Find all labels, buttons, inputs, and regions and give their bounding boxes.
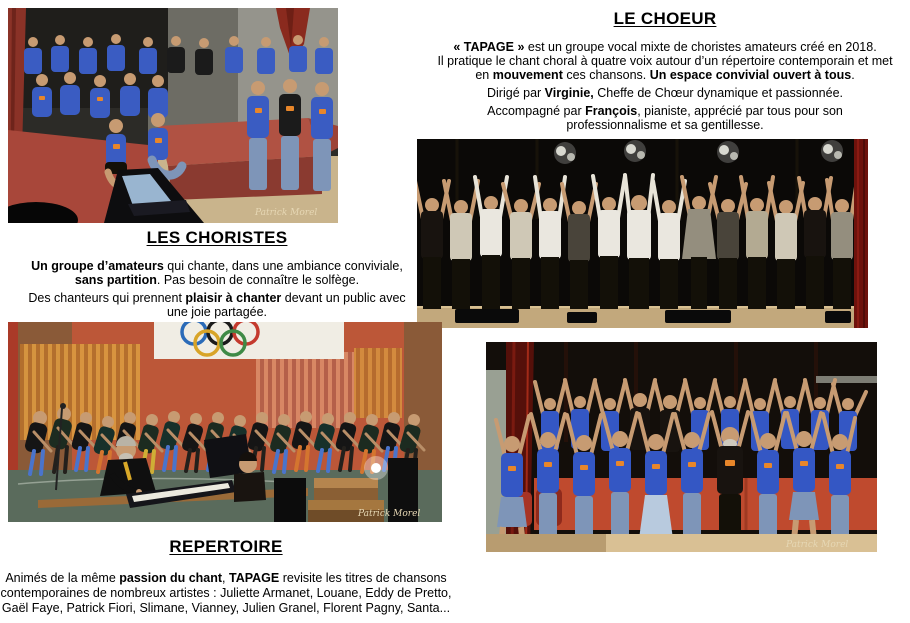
les-choristes-paragraph-1: Un groupe d’amateurs qui chante, dans une ambiance conviviale, sans partition. Pas besoin de connaître le solfège. <box>31 259 403 287</box>
le-choeur-paragraph-2: Dirigé par Virginie, Cheffe de Chœur dynamique et passionnée. <box>487 86 843 100</box>
section-le-choeur <box>421 9 909 136</box>
wall-edge-top-right <box>816 376 877 383</box>
les-choristes-paragraph-2: Des chanteurs qui prennent plaisir à chanter devant un public avec une joie partagée. <box>28 291 406 319</box>
le-choeur-paragraph-1: « TAPAGE » est un groupe vocal mixte de choristes amateurs créé en 2018. Il pratique le chant choral à quatre voix autour d’un répertoire contemporain et met en mouvement ces chansons. Un espace convivial ouvert à tous. <box>437 40 893 82</box>
repertoire-title: REPERTOIRE <box>169 537 283 556</box>
repertoire-paragraph-1: Animés de la même passion du chant, TAPAGE revisite les titres de chansons contemporaines de nombreux artistes : Juliette Armanet, Louane, Eddy de Pretto, Gaël Faye, Patrick Fiori, Slimane, Vianney, Julien Granel, Florent Pagny, Santa... <box>0 571 452 615</box>
photo-watermark: Patrick Morel <box>786 540 849 550</box>
le-choeur-title: LE CHOEUR <box>613 9 717 28</box>
olympic-banner <box>154 322 344 359</box>
red-curtain-right <box>854 139 868 328</box>
photo-choir-arms-raised-black-white <box>417 139 868 328</box>
photo-choir-blue-shirts-stage <box>8 8 338 223</box>
speaker-left <box>274 478 306 522</box>
section-repertoire <box>0 537 452 620</box>
photo-dancers-olympic-banner <box>8 322 442 522</box>
photo-choir-joined-hands <box>486 342 877 552</box>
photo-watermark: Patrick Morel <box>255 208 318 218</box>
les-choristes-title: LES CHORISTES <box>146 228 288 247</box>
photo-watermark: Patrick Morel <box>358 509 421 519</box>
section-les-choristes <box>2 228 432 323</box>
le-choeur-paragraph-3: Accompagné par François, pianiste, apprécié par tous pour son professionnalisme et sa gentillesse. <box>487 104 843 132</box>
